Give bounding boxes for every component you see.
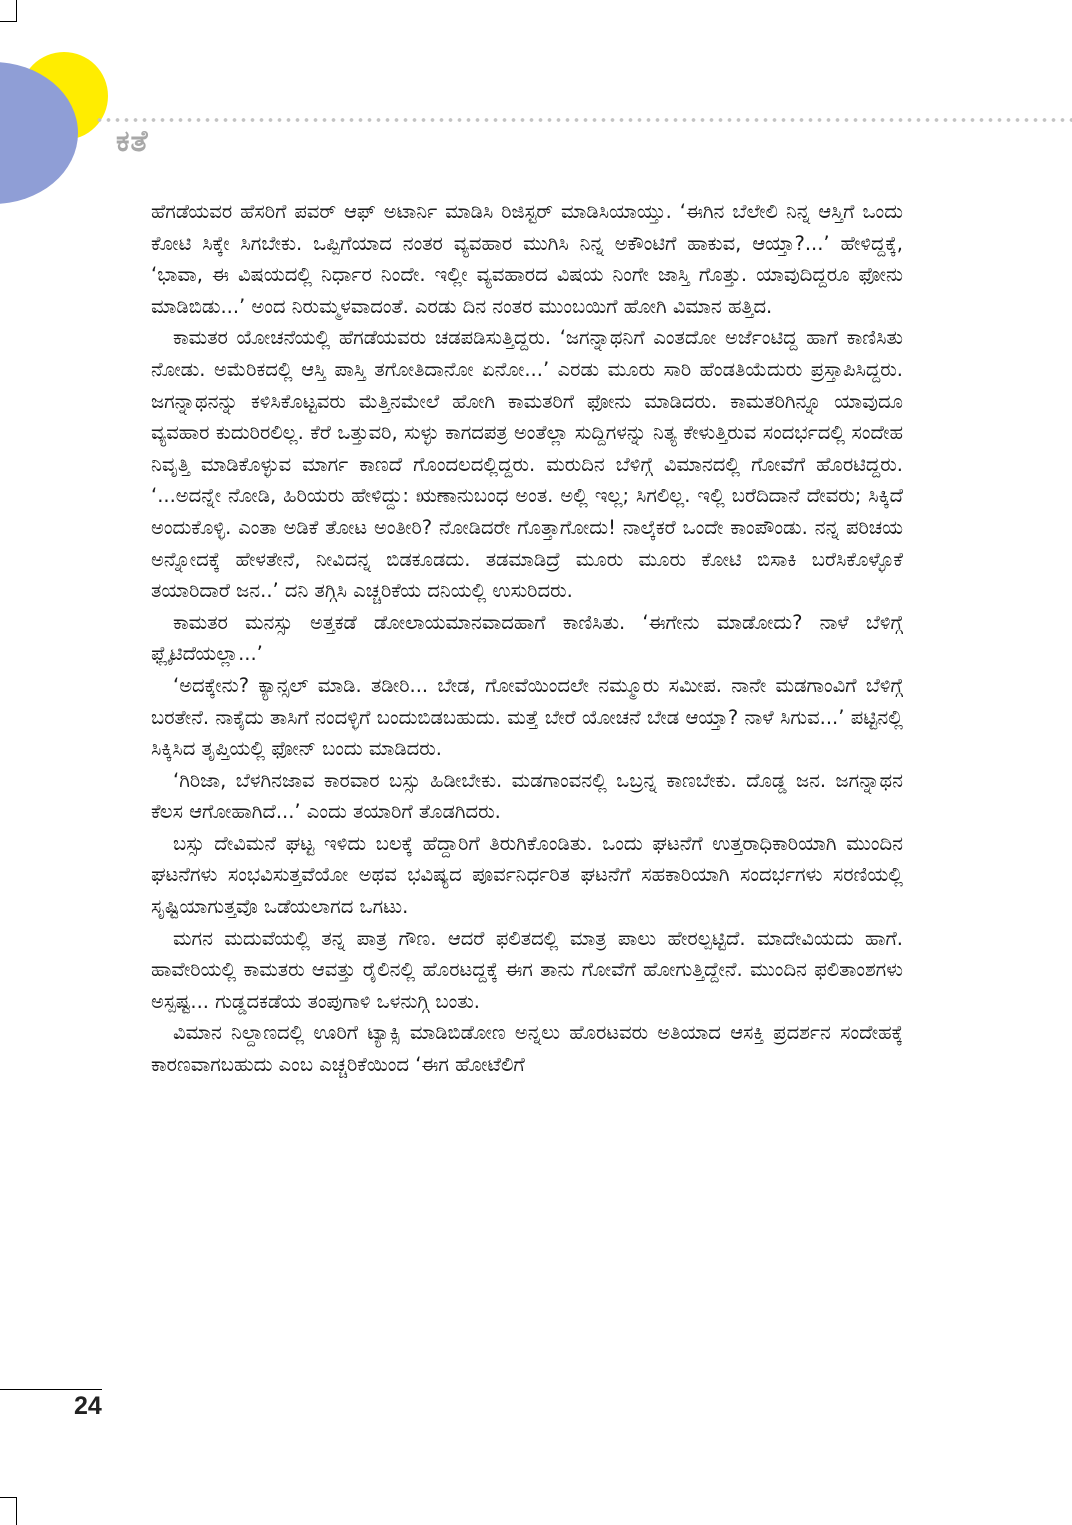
paragraph: ಮಗನ ಮದುವೆಯಲ್ಲಿ ತನ್ನ ಪಾತ್ರ ಗೌಣ. ಆದರೆ ಫಲಿತದಲ್ಲಿ ಮಾತ್ರ ಪಾಲು ಹೇರಲ್ಪಟ್ಟಿದೆ. ಮಾದೇವಿಯದು ಹಾಗೆ. ಹಾವೇರಿಯಲ್ಲಿ ಕಾಮತರು ಆವತ್ತು ರೈಲಿನಲ್ಲಿ ಹೊರಟದ್ದಕ್ಕೆ ಈಗ ತಾನು ಗೋವೆಗೆ ಹೋಗುತ್ತಿದ್ದೇನೆ. ಮುಂದಿನ ಫಲಿತಾಂಶಗಳು ಅಸ್ಪಷ್ಟ... ಗುಡ್ಡದಕಡೆಯ ತಂಪುಗಾಳಿ ಒಳನುಗ್ಗಿ ಬಂತು. [151,926,903,1013]
crop-mark-bottom-horizontal [0,1497,17,1498]
paragraph: ವಿಮಾನ ನಿಲ್ದಾಣದಲ್ಲಿ ಊರಿಗೆ ಟ್ಯಾಕ್ಸಿ ಮಾಡಿಬಿಡೋಣ ಅನ್ನಲು ಹೊರಟವರು ಅತಿಯಾದ ಆಸಕ್ತಿ ಪ್ರದರ್ಶನ ಸಂದೇಹಕ್ಕೆ ಕಾರಣವಾಗಬಹುದು ಎಂಬ ಎಚ್ಚರಿಕೆಯಿಂದ ‘ಈಗ ಹೋಟೆಲಿಗೆ [151,1021,903,1077]
paragraph: ಕಾಮತರ ಮನಸ್ಸು ಅತ್ತಕಡೆ ಡೋಲಾಯಮಾನವಾದಹಾಗೆ ಕಾಣಿಸಿತು. ‘ಈಗೇನು ಮಾಡೋದು? ನಾಳೆ ಬೆಳಿಗ್ಗೆ ಫ್ಲೈಟಿದೆಯಲ್ಲಾ...’ [151,610,903,666]
crop-mark-bottom-vertical [16,1497,17,1525]
crop-mark-top-horizontal [0,21,17,22]
paragraph: ‘ಗಿರಿಜಾ, ಬೆಳಗಿನಜಾವ ಕಾರವಾರ ಬಸ್ಸು ಹಿಡೀಬೇಕು. ಮಡಗಾಂವನಲ್ಲಿ ಒಬ್ರನ್ನ ಕಾಣಬೇಕು. ದೊಡ್ಡ ಜನ. ಜಗನ್ನಾಥನ ಕೆಲಸ ಆಗೋಹಾಗಿದೆ...’ ಎಂದು ತಯಾರಿಗೆ ತೊಡಗಿದರು. [151,768,903,824]
paragraph: ಹೆಗಡೆಯವರ ಹೆಸರಿಗೆ ಪವರ್ ಆಫ್ ಅಟಾರ್ನಿ ಮಾಡಿಸಿ ರಿಜಿಸ್ಟರ್ ಮಾಡಿಸಿಯಾಯ್ತು. ‘ಈಗಿನ ಬೆಲೇಲಿ ನಿನ್ನ ಆಸ್ತಿಗೆ ಒಂದು ಕೋಟಿ ಸಿಕ್ಕೇ ಸಿಗಬೇಕು. ಒಪ್ಪಿಗೆಯಾದ ನಂತರ ವ್ಯವಹಾರ ಮುಗಿಸಿ ನಿನ್ನ ಅಕೌಂಟಿಗೆ ಹಾಕುವ, ಆಯ್ತಾ?...’ ಹೇಳಿದ್ದಕ್ಕೆ, ‘ಭಾವಾ, ಈ ವಿಷಯದಲ್ಲಿ ನಿರ್ಧಾರ ನಿಂದೇ. ಇಲ್ಲೀ ವ್ಯವಹಾರದ ವಿಷಯ ನಿಂಗೇ ಜಾಸ್ತಿ ಗೊತ್ತು. ಯಾವುದಿದ್ದರೂ ಫೋನು ಮಾಡಿಬಿಡು...’ ಅಂದ ನಿರುಮ್ಮಳವಾದಂತೆ. ಎರಡು ದಿನ ನಂತರ ಮುಂಬಯಿಗೆ ಹೋಗಿ ವಿಮಾನ ಹತ್ತಿದ. [151,200,903,318]
paragraph: ಬಸ್ಸು ದೇವಿಮನೆ ಘಟ್ಟ ಇಳಿದು ಬಲಕ್ಕೆ ಹೆದ್ದಾರಿಗೆ ತಿರುಗಿಕೊಂಡಿತು. ಒಂದು ಘಟನೆಗೆ ಉತ್ತರಾಧಿಕಾರಿಯಾಗಿ ಮುಂದಿನ ಘಟನೆಗಳು ಸಂಭವಿಸುತ್ತವೆಯೋ ಅಥವ ಭವಿಷ್ಯದ ಪೂರ್ವನಿರ್ಧರಿತ ಘಟನೆಗೆ ಸಹಕಾರಿಯಾಗಿ ಸಂದರ್ಭಗಳು ಸರಣಿಯಲ್ಲಿ ಸೃಷ್ಟಿಯಾಗುತ್ತವೊ ಒಡೆಯಲಾಗದ ಒಗಟು. [151,831,903,919]
footer-rule [0,1389,102,1390]
section-label: ಕತೆ [116,124,149,159]
story-body [151,196,903,1386]
paragraph: ‘ಅದಕ್ಕೇನು? ಕ್ಯಾನ್ಸಲ್ ಮಾಡಿ. ತಡೀರಿ... ಬೇಡ, ಗೋವೆಯಿಂದಲೇ ನಮ್ಮೂರು ಸಮೀಪ. ನಾನೇ ಮಡಗಾಂವಿಗೆ ಬೆಳಿಗ್ಗೆ ಬರತೇನೆ. ನಾಕೈದು ತಾಸಿಗೆ ನಂದಳ್ಳಿಗೆ ಬಂದುಬಿಡಬಹುದು. ಮತ್ತೆ ಬೇರೆ ಯೋಚನೆ ಬೇಡ ಆಯ್ತಾ? ನಾಳೆ ಸಿಗುವ...’ ಪಟ್ಟಿನಲ್ಲಿ ಸಿಕ್ಕಿಸಿದ ತೃಪ್ತಿಯಲ್ಲಿ ಫೋನ್ ಬಂದು ಮಾಡಿದರು. [151,673,903,761]
crop-mark-top-vertical [16,0,17,22]
paragraph: ಕಾಮತರ ಯೋಚನೆಯಲ್ಲಿ ಹೆಗಡೆಯವರು ಚಡಪಡಿಸುತ್ತಿದ್ದರು. ‘ಜಗನ್ನಾಥನಿಗೆ ಎಂತದೋ ಅರ್ಜೆಂಟಿದ್ದ ಹಾಗೆ ಕಾಣಿಸಿತು ನೋಡು. ಅಮೆರಿಕದಲ್ಲಿ ಆಸ್ತಿ ಪಾಸ್ತಿ ತಗೋತಿದಾನೋ ಏನೋ...’ ಎರಡು ಮೂರು ಸಾರಿ ಹೆಂಡತಿಯೆದುರು ಪ್ರಸ್ತಾಪಿಸಿದ್ದರು. ಜಗನ್ನಾಥನನ್ನು ಕಳಿಸಿಕೊಟ್ಟವರು ಮೆತ್ತಿನಮೇಲೆ ಹೋಗಿ ಕಾಮತರಿಗೆ ಫೋನು ಮಾಡಿದರು. ಕಾಮತರಿಗಿನ್ನೂ ಯಾವುದೂ ವ್ಯವಹಾರ ಕುದುರಿರಲಿಲ್ಲ. ಕೆರೆ ಒತ್ತುವರಿ, ಸುಳ್ಳು ಕಾಗದಪತ್ರ ಅಂತೆಲ್ಲಾ ಸುದ್ದಿಗಳನ್ನು ನಿತ್ಯ ಕೇಳುತ್ತಿರುವ ಸಂದರ್ಭದಲ್ಲಿ ಸಂದೇಹ ನಿವೃತ್ತಿ ಮಾಡಿಕೊಳ್ಳುವ ಮಾರ್ಗ ಕಾಣದೆ ಗೊಂದಲದಲ್ಲಿದ್ದರು. ಮರುದಿನ ಬೆಳಿಗ್ಗೆ ವಿಮಾನದಲ್ಲಿ ಗೋವೆಗೆ ಹೊರಟಿದ್ದರು. ‘...ಅದನ್ನೇ ನೋಡಿ, ಹಿರಿಯರು ಹೇಳಿದ್ದು: ಋಣಾನುಬಂಧ ಅಂತ. ಅಲ್ಲಿ ಇಲ್ಲ; ಸಿಗಲಿಲ್ಲ. ಇಲ್ಲಿ ಬರೆದಿದಾನೆ ದೇವರು; ಸಿಕ್ಕಿದೆ ಅಂದುಕೊಳ್ಳಿ. ಎಂತಾ ಅಡಿಕೆ ತೋಟ ಅಂತೀರಿ? ನೋಡಿದರೇ ಗೊತ್ತಾಗೋದು! ನಾಲ್ಕೆಕರೆ ಒಂದೇ ಕಾಂಪೌಂಡು. ನನ್ನ ಪರಿಚಯ ಅನ್ನೋದಕ್ಕೆ ಹೇಳತೇನೆ, ನೀವಿದನ್ನ ಬಿಡಕೂಡದು. ತಡಮಾಡಿದ್ರೆ ಮೂರು ಮೂರು ಕೋಟಿ ಬಿಸಾಕಿ ಬರೆಸಿಕೊಳ್ಳೊಕೆ ತಯಾರಿದಾರೆ ಜನ..’ ದನಿ ತಗ್ಗಿಸಿ ಎಚ್ಚರಿಕೆಯ ದನಿಯಲ್ಲಿ ಉಸುರಿದರು. [151,326,903,603]
page-number: 24 [74,1392,102,1420]
header-dotted-rule [95,117,1072,123]
